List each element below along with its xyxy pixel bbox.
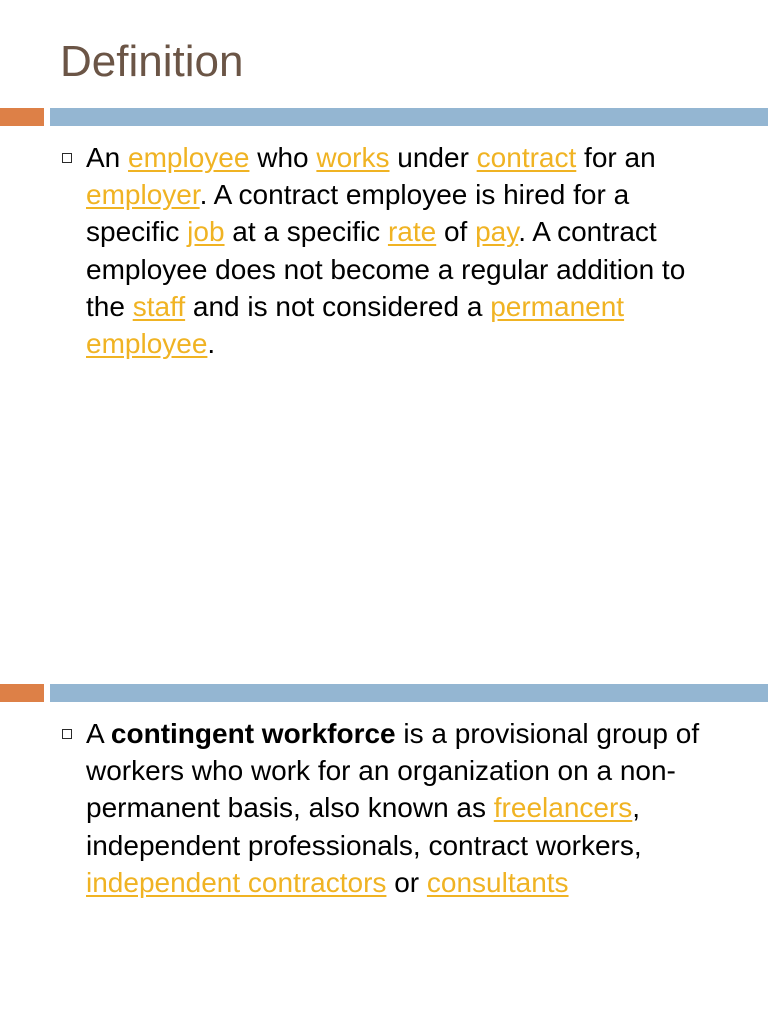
text-run: under [389,142,477,173]
text-run: and is not considered a [185,290,491,322]
slide-definition [0,0,768,500]
text-run: of [436,216,476,248]
text-run: at a specific [224,216,388,248]
text-run: A [86,718,111,749]
link-pay[interactable]: pay [475,216,519,248]
bullet-contingent-workforce [60,715,740,901]
square-bullet-icon [62,729,72,739]
text-run: who [249,142,317,173]
link-works[interactable]: works [316,142,390,173]
title-divider [0,684,768,702]
square-bullet-icon [62,153,72,163]
slide-title: Definition [60,37,244,86]
text-run: . A contract employee is hired for a specific [86,179,630,248]
slide-contingent-workforce [0,520,768,1024]
text-run: . [207,328,216,360]
link-consultants[interactable]: consultants [426,866,569,898]
link-freelancers[interactable]: freelancers [493,792,633,824]
link-staff[interactable]: staff [132,290,186,322]
link-independent-contractors[interactable]: independent contractors [86,866,387,898]
link-rate[interactable]: rate [387,216,437,248]
text-run: , independent professionals, contract workers, [86,792,642,861]
text-run: or [386,866,427,898]
link-permanent-employee[interactable]: permanent employee [86,290,625,360]
text-run: is a provisional group of workers who work for an organization on a non-permanent basis, also known as [86,718,700,824]
term-contingent-workforce: contingent workforce [110,718,396,749]
text-run: for an [576,142,656,173]
bullet-text [86,715,726,901]
link-employee[interactable]: employee [128,142,250,173]
title-divider [0,108,768,126]
bullet-contract-employee [60,139,740,362]
text-run: An [86,142,129,173]
bullet-text [86,139,726,362]
text-run: . A contract employee does not become a regular addition to the [86,216,686,322]
divider-orange-block [0,108,44,126]
link-job[interactable]: job [187,216,225,248]
divider-orange-block [0,684,44,702]
divider-blue-bar [50,684,768,702]
link-contract[interactable]: contract [476,142,577,173]
divider-blue-bar [50,108,768,126]
link-employer[interactable]: employer [86,179,200,211]
